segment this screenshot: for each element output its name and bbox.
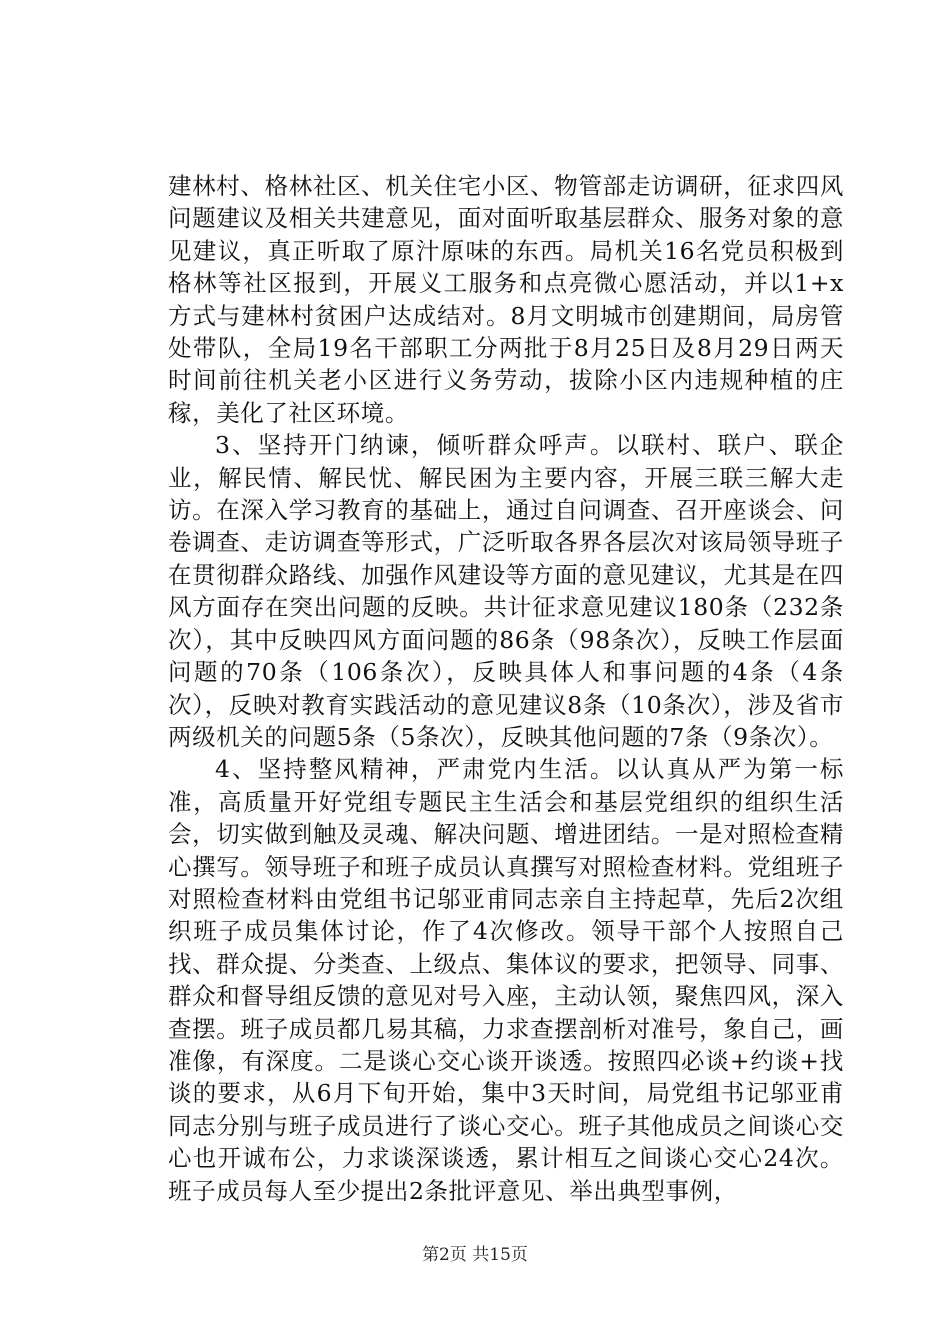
document-body — [168, 170, 844, 1207]
paragraph-open-door-advice: 3、坚持开门纳谏，倾听群众呼声。以联村、联户、联企业，解民情、解民忧、解民困为主要内容，开展三联三解大走访。在深入学习教育的基础上，通过自问调查、召开座谈会、问卷调查、走访调查等形式，广泛听取各界各层次对该局领导班子在贯彻群众路线、加强作风建设等方面的意见建议，尤其是在四风方面存在突出问题的反映。共计征求意见建议180条（232条次），其中反映四风方面问题的86条（98条次），反映工作层面问题的70条（106条次），反映具体人和事问题的4条（4条次），反映对教育实践活动的意见建议8条（10条次），涉及省市两级机关的问题5条（5条次），反映其他问题的7条（9条次）。 — [168, 431, 844, 751]
paragraph-continuation: 建林村、格林社区、机关住宅小区、物管部走访调研，征求四风问题建议及相关共建意见，面对面听取基层群众、服务对象的意见建议，真正听取了原汁原味的东西。局机关16名党员积极到格林等社区报到，开展义工服务和点亮微心愿活动，并以1+x方式与建林村贫困户达成结对。8月文明城市创建期间，局房管处带队，全局19名干部职工分两批于8月25日及8月29日两天时间前往机关老小区进行义务劳动，拔除小区内违规种植的庄稼，美化了社区环境。 — [168, 172, 844, 427]
paragraph-rectification-spirit: 4、坚持整风精神，严肃党内生活。以认真从严为第一标准，高质量开好党组专题民主生活会和基层党组织的组织生活会，切实做到触及灵魂、解决问题、增进团结。一是对照检查精心撰写。领导班子和班子成员认真撰写对照检查材料。党组班子对照检查材料由党组书记邬亚甫同志亲自主持起草，先后2次组织班子成员集体讨论，作了4次修改。领导干部个人按照自己找、群众提、分类查、上级点、集体议的要求，把领导、同事、群众和督导组反馈的意见对号入座，主动认领，聚焦四风，深入查摆。班子成员都几易其稿，力求查摆剖析对准号，象自己，画准像，有深度。二是谈心交心谈开谈透。按照四必谈+约谈+找谈的要求，从6月下旬开始，集中3天时间，局党组书记邬亚甫同志分别与班子成员进行了谈心交心。班子其他成员之间谈心交心也开诚布公，力求谈深谈透，累计相互之间谈心交心24次。班子成员每人至少提出2条批评意见、举出典型事例， — [168, 755, 844, 1205]
page-footer — [0, 1244, 950, 1266]
page-number-label: 第2页 共15页 — [422, 1245, 528, 1265]
